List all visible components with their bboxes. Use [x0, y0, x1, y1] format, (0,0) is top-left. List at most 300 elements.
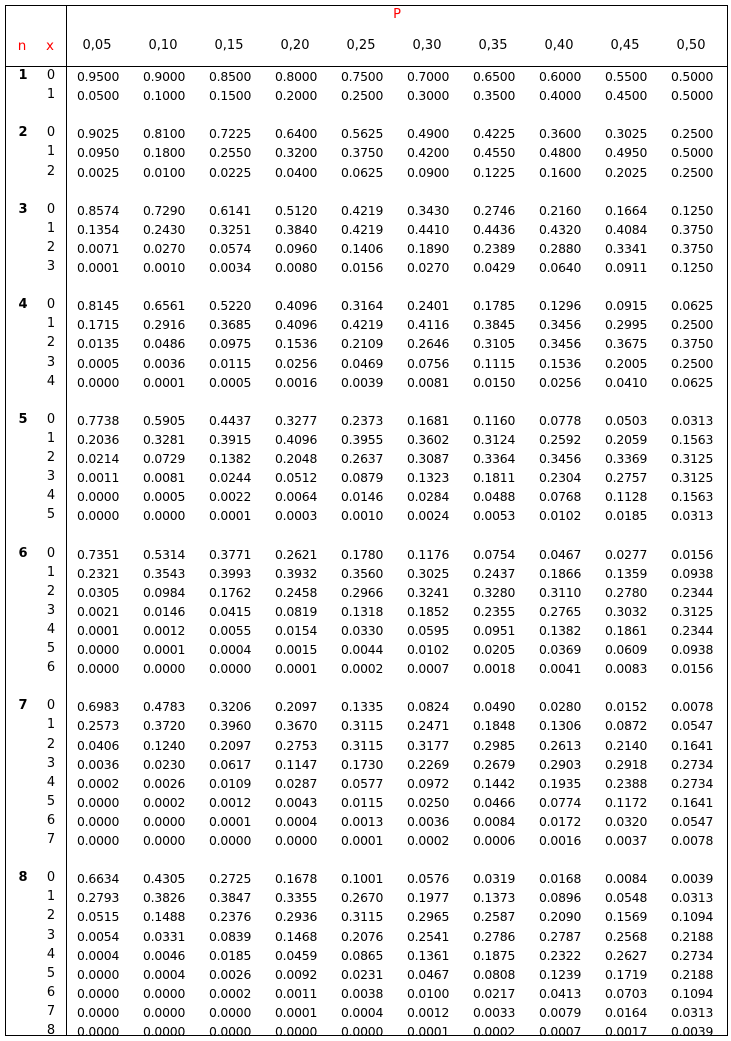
- probability-cell: 0.6634: [77, 871, 120, 887]
- probability-cell: 0.2903: [539, 756, 582, 772]
- probability-cell: 0.0002: [341, 661, 384, 677]
- probability-cell: 0.3125: [671, 603, 714, 619]
- probability-cell: 0.1250: [671, 260, 714, 275]
- x-value: 5: [46, 507, 56, 523]
- probability-cell: 0.1664: [605, 202, 648, 218]
- probability-cell: 0.3826: [143, 890, 186, 906]
- probability-cell: 0.1176: [407, 546, 450, 562]
- probability-cell: 0.2746: [473, 202, 516, 218]
- probability-cell: 0.0503: [605, 412, 648, 428]
- probability-cell: 0.3932: [275, 565, 318, 581]
- probability-cell: 0.3543: [143, 565, 186, 581]
- probability-cell: 0.0002: [77, 775, 120, 791]
- probability-cell: 0.0429: [473, 260, 516, 275]
- probability-cell: 0.1641: [671, 794, 714, 810]
- x-value: 4: [46, 488, 56, 504]
- probability-cell: 0.0013: [341, 813, 384, 829]
- probability-cell: 0.0595: [407, 622, 450, 638]
- probability-cell: 0.0102: [407, 642, 450, 657]
- probability-cell: 0.4320: [539, 221, 582, 237]
- probability-cell: 0.0548: [605, 890, 648, 906]
- probability-cell: 0.2097: [209, 737, 252, 753]
- probability-cell: 0.0000: [143, 985, 186, 1001]
- probability-cell: 0.2059: [605, 431, 648, 447]
- probability-cell: 0.0026: [209, 966, 252, 982]
- probability-cell: 0.5314: [143, 546, 186, 562]
- x-value: 0: [46, 411, 56, 427]
- probability-cell: 0.0078: [671, 833, 714, 848]
- probability-cell: 0.0016: [275, 374, 318, 390]
- probability-cell: 0.0036: [143, 355, 186, 371]
- probability-cell: 0.0043: [275, 794, 318, 810]
- probability-cell: 0.0911: [605, 260, 648, 275]
- probability-cell: 0.0400: [275, 164, 318, 180]
- probability-cell: 0.0574: [209, 240, 252, 256]
- probability-cell: 0.9025: [77, 126, 120, 142]
- probability-cell: 0.1780: [341, 546, 384, 562]
- probability-cell: 0.2458: [275, 584, 318, 600]
- probability-cell: 0.0000: [209, 1004, 252, 1020]
- probability-cell: 0.0000: [77, 508, 120, 524]
- probability-cell: 0.2995: [605, 317, 648, 333]
- probability-cell: 0.2140: [605, 737, 648, 753]
- probability-cell: 0.0000: [143, 1004, 186, 1020]
- probability-cell: 0.0156: [671, 661, 714, 677]
- probability-cell: 0.0467: [539, 546, 582, 562]
- x-value: 4: [46, 946, 56, 962]
- probability-cell: 0.0164: [605, 1004, 648, 1020]
- probability-cell: 0.0819: [275, 603, 318, 619]
- probability-cell: 0.0152: [605, 699, 648, 715]
- probability-cell: 0.0004: [275, 813, 318, 829]
- probability-cell: 0.0018: [473, 661, 516, 677]
- probability-cell: 0.0839: [209, 928, 252, 944]
- probability-cell: 0.0001: [209, 508, 252, 524]
- probability-cell: 0.7225: [209, 126, 252, 142]
- probability-cell: 0.4219: [341, 221, 384, 237]
- probability-cell: 0.0092: [275, 966, 318, 982]
- probability-cell: 0.0609: [605, 642, 648, 657]
- probability-cell: 0.0039: [671, 871, 714, 887]
- probability-cell: 0.0000: [275, 833, 318, 848]
- probability-cell: 0.2430: [143, 221, 186, 237]
- probability-cell: 0.3456: [539, 317, 582, 333]
- p-label: P: [393, 7, 401, 22]
- n-label: n: [17, 38, 27, 54]
- probability-cell: 0.0011: [275, 985, 318, 1001]
- probability-cell: 0.0000: [77, 1004, 120, 1020]
- probability-cell: 0.3456: [539, 451, 582, 466]
- probability-cell: 0.4550: [473, 145, 516, 161]
- x-value: 1: [46, 430, 56, 446]
- probability-cell: 0.0000: [77, 1024, 120, 1039]
- probability-cell: 0.0625: [671, 374, 714, 390]
- probability-cell: 0.1240: [143, 737, 186, 753]
- probability-cell: 0.0000: [77, 813, 120, 829]
- probability-cell: 0.0313: [671, 890, 714, 906]
- probability-cell: 0.2985: [473, 737, 516, 753]
- x-value: 5: [46, 793, 56, 809]
- x-label: x: [46, 38, 54, 54]
- probability-cell: 0.0865: [341, 947, 384, 963]
- probability-cell: 0.2966: [341, 584, 384, 600]
- probability-cell: 0.1323: [407, 470, 450, 486]
- probability-cell: 0.0071: [77, 240, 120, 256]
- probability-cell: 0.5000: [671, 145, 714, 161]
- probability-cell: 0.0410: [605, 374, 648, 390]
- probability-cell: 0.1225: [473, 164, 516, 180]
- probability-cell: 0.2076: [341, 928, 384, 944]
- probability-cell: 0.0054: [77, 928, 120, 944]
- probability-cell: 0.0000: [275, 1024, 318, 1039]
- probability-cell: 0.2373: [341, 412, 384, 428]
- probability-cell: 0.8500: [209, 69, 252, 84]
- x-value: 3: [46, 259, 56, 274]
- n-value: 5: [18, 411, 28, 427]
- probability-cell: 0.0000: [77, 966, 120, 982]
- probability-cell: 0.1382: [209, 451, 252, 466]
- probability-cell: 0.2786: [473, 928, 516, 944]
- probability-cell: 0.0001: [143, 374, 186, 390]
- probability-cell: 0.2592: [539, 431, 582, 447]
- probability-cell: 0.2637: [341, 451, 384, 466]
- probability-cell: 0.0774: [539, 794, 582, 810]
- probability-cell: 0.0287: [275, 775, 318, 791]
- probability-cell: 0.1094: [671, 909, 714, 925]
- probability-cell: 0.1442: [473, 775, 516, 791]
- probability-cell: 0.3200: [275, 145, 318, 161]
- probability-cell: 0.0002: [473, 1024, 516, 1039]
- probability-cell: 0.0330: [341, 622, 384, 638]
- probability-cell: 0.0000: [77, 489, 120, 505]
- probability-cell: 0.1001: [341, 871, 384, 887]
- probability-cell: 0.2304: [539, 470, 582, 486]
- probability-cell: 0.0951: [473, 622, 516, 638]
- probability-cell: 0.0250: [407, 794, 450, 810]
- probability-cell: 0.2000: [275, 88, 318, 104]
- probability-cell: 0.2500: [671, 317, 714, 333]
- probability-cell: 0.0079: [539, 1004, 582, 1020]
- probability-cell: 0.2500: [671, 355, 714, 371]
- probability-cell: 0.0044: [341, 642, 384, 657]
- probability-cell: 0.0007: [407, 661, 450, 677]
- probability-cell: 0.0046: [143, 947, 186, 963]
- probability-cell: 0.5625: [341, 126, 384, 142]
- x-column-divider: [66, 5, 67, 1036]
- n-value: 1: [18, 68, 28, 83]
- probability-cell: 0.2376: [209, 909, 252, 925]
- probability-cell: 0.4116: [407, 317, 450, 333]
- probability-cell: 0.0466: [473, 794, 516, 810]
- probability-cell: 0.0038: [341, 985, 384, 1001]
- x-value: 0: [46, 545, 56, 561]
- x-value: 1: [46, 220, 56, 236]
- probability-cell: 0.0156: [341, 260, 384, 275]
- probability-cell: 0.2753: [275, 737, 318, 753]
- probability-cell: 0.1681: [407, 412, 450, 428]
- x-value: 6: [46, 812, 56, 828]
- probability-cell: 0.3125: [671, 451, 714, 466]
- probability-cell: 0.0915: [605, 298, 648, 314]
- probability-cell: 0.0972: [407, 775, 450, 791]
- n-value: 3: [18, 201, 28, 217]
- x-value: 3: [46, 354, 56, 370]
- probability-cell: 0.0000: [209, 661, 252, 677]
- probability-cell: 0.3560: [341, 565, 384, 581]
- probability-cell: 0.8145: [77, 298, 120, 314]
- probability-cell: 0.0577: [341, 775, 384, 791]
- probability-cell: 0.0025: [77, 164, 120, 180]
- probability-cell: 0.3915: [209, 431, 252, 447]
- probability-cell: 0.2160: [539, 202, 582, 218]
- probability-cell: 0.1354: [77, 221, 120, 237]
- probability-cell: 0.0319: [473, 871, 516, 887]
- probability-cell: 0.3430: [407, 202, 450, 218]
- probability-cell: 0.2355: [473, 603, 516, 619]
- probability-cell: 0.3025: [407, 565, 450, 581]
- probability-cell: 0.0084: [473, 813, 516, 829]
- probability-cell: 0.0490: [473, 699, 516, 715]
- probability-cell: 0.2621: [275, 546, 318, 562]
- p-column-header: 0,20: [280, 38, 310, 53]
- probability-cell: 0.8100: [143, 126, 186, 142]
- probability-cell: 0.2734: [671, 947, 714, 963]
- probability-cell: 0.0500: [77, 88, 120, 104]
- probability-cell: 0.6000: [539, 69, 582, 84]
- probability-cell: 0.0984: [143, 584, 186, 600]
- x-value: 5: [46, 965, 56, 981]
- probability-cell: 0.1250: [671, 202, 714, 218]
- probability-cell: 0.0305: [77, 584, 120, 600]
- n-value: 2: [18, 125, 28, 141]
- probability-cell: 0.3955: [341, 431, 384, 447]
- probability-cell: 0.9500: [77, 69, 120, 84]
- probability-cell: 0.0280: [539, 699, 582, 715]
- probability-cell: 0.0012: [209, 794, 252, 810]
- probability-cell: 0.3125: [671, 470, 714, 486]
- probability-cell: 0.1406: [341, 240, 384, 256]
- x-value: 1: [46, 717, 56, 733]
- p-column-header: 0,45: [610, 38, 640, 53]
- probability-cell: 0.2613: [539, 737, 582, 753]
- probability-cell: 0.0001: [275, 1004, 318, 1020]
- probability-cell: 0.0415: [209, 603, 252, 619]
- probability-cell: 0.2916: [143, 317, 186, 333]
- probability-cell: 0.1361: [407, 947, 450, 963]
- probability-cell: 0.3600: [539, 126, 582, 142]
- probability-cell: 0.3000: [407, 88, 450, 104]
- x-value: 2: [46, 450, 56, 465]
- probability-cell: 0.1488: [143, 909, 186, 925]
- probability-cell: 0.0547: [671, 718, 714, 734]
- probability-cell: 0.0016: [539, 833, 582, 848]
- probability-cell: 0.7500: [341, 69, 384, 84]
- probability-cell: 0.2670: [341, 890, 384, 906]
- probability-cell: 0.6983: [77, 699, 120, 715]
- probability-cell: 0.2005: [605, 355, 648, 371]
- probability-cell: 0.0135: [77, 336, 120, 352]
- probability-cell: 0.0000: [77, 374, 120, 390]
- x-value: 3: [46, 755, 56, 771]
- probability-cell: 0.0012: [143, 622, 186, 638]
- probability-cell: 0.5000: [671, 69, 714, 84]
- probability-cell: 0.0270: [407, 260, 450, 275]
- probability-cell: 0.1094: [671, 985, 714, 1001]
- probability-cell: 0.0003: [275, 508, 318, 524]
- probability-cell: 0.4950: [605, 145, 648, 161]
- probability-cell: 0.1730: [341, 756, 384, 772]
- probability-cell: 0.3032: [605, 603, 648, 619]
- probability-cell: 0.2765: [539, 603, 582, 619]
- probability-cell: 0.0214: [77, 451, 120, 466]
- probability-cell: 0.0004: [143, 966, 186, 982]
- probability-cell: 0.0100: [143, 164, 186, 180]
- probability-cell: 0.4437: [209, 412, 252, 428]
- probability-cell: 0.2269: [407, 756, 450, 772]
- probability-cell: 0.6400: [275, 126, 318, 142]
- probability-cell: 0.1373: [473, 890, 516, 906]
- probability-cell: 0.8574: [77, 202, 120, 218]
- x-value: 0: [46, 125, 56, 141]
- probability-cell: 0.0005: [77, 355, 120, 371]
- probability-cell: 0.3960: [209, 718, 252, 734]
- probability-cell: 0.0000: [77, 661, 120, 677]
- probability-cell: 0.2025: [605, 164, 648, 180]
- probability-cell: 0.0005: [143, 489, 186, 505]
- x-value: 2: [46, 583, 56, 599]
- probability-cell: 0.0244: [209, 470, 252, 486]
- probability-cell: 0.2401: [407, 298, 450, 314]
- probability-cell: 0.0010: [341, 508, 384, 524]
- probability-cell: 0.0576: [407, 871, 450, 887]
- probability-cell: 0.0406: [77, 737, 120, 753]
- probability-cell: 0.3500: [473, 88, 516, 104]
- probability-cell: 0.2627: [605, 947, 648, 963]
- probability-cell: 0.1128: [605, 489, 648, 505]
- probability-cell: 0.3840: [275, 221, 318, 237]
- probability-cell: 0.0039: [341, 374, 384, 390]
- probability-cell: 0.0084: [605, 871, 648, 887]
- probability-cell: 0.9000: [143, 69, 186, 84]
- probability-cell: 0.2500: [341, 88, 384, 104]
- probability-cell: 0.4783: [143, 699, 186, 715]
- probability-cell: 0.0225: [209, 164, 252, 180]
- p-column-header: 0,25: [346, 38, 376, 53]
- x-value: 0: [46, 297, 56, 313]
- probability-cell: 0.1935: [539, 775, 582, 791]
- probability-cell: 0.0001: [275, 661, 318, 677]
- probability-cell: 0.0975: [209, 336, 252, 352]
- probability-cell: 0.1318: [341, 603, 384, 619]
- x-value: 5: [46, 641, 56, 656]
- probability-cell: 0.0938: [671, 642, 714, 657]
- probability-cell: 0.3105: [473, 336, 516, 352]
- probability-cell: 0.0488: [473, 489, 516, 505]
- probability-cell: 0.2437: [473, 565, 516, 581]
- probability-cell: 0.3341: [605, 240, 648, 256]
- x-value: 3: [46, 927, 56, 943]
- probability-cell: 0.2780: [605, 584, 648, 600]
- probability-cell: 0.1000: [143, 88, 186, 104]
- probability-cell: 0.0625: [341, 164, 384, 180]
- probability-cell: 0.4096: [275, 298, 318, 314]
- probability-cell: 0.0486: [143, 336, 186, 352]
- probability-cell: 0.1536: [539, 355, 582, 371]
- probability-cell: 0.2344: [671, 622, 714, 638]
- x-value: 1: [46, 144, 56, 160]
- probability-cell: 0.0729: [143, 451, 186, 466]
- probability-cell: 0.2036: [77, 431, 120, 447]
- probability-cell: 0.1762: [209, 584, 252, 600]
- probability-cell: 0.4200: [407, 145, 450, 161]
- probability-cell: 0.0217: [473, 985, 516, 1001]
- probability-cell: 0.3110: [539, 584, 582, 600]
- probability-cell: 0.0146: [341, 489, 384, 505]
- probability-cell: 0.0001: [77, 622, 120, 638]
- probability-cell: 0.2471: [407, 718, 450, 734]
- p-column-header: 0,10: [148, 38, 178, 53]
- x-value: 2: [46, 163, 56, 179]
- probability-cell: 0.1785: [473, 298, 516, 314]
- x-value: 2: [46, 736, 56, 752]
- probability-cell: 0.0778: [539, 412, 582, 428]
- probability-cell: 0.0041: [539, 661, 582, 677]
- probability-cell: 0.2679: [473, 756, 516, 772]
- probability-cell: 0.1890: [407, 240, 450, 256]
- probability-cell: 0.2344: [671, 584, 714, 600]
- probability-cell: 0.0313: [671, 508, 714, 524]
- probability-cell: 0.2568: [605, 928, 648, 944]
- probability-cell: 0.1172: [605, 794, 648, 810]
- probability-cell: 0.0172: [539, 813, 582, 829]
- n-column-divider: [36, 36, 37, 68]
- probability-cell: 0.0156: [671, 546, 714, 562]
- x-value: 4: [46, 373, 56, 389]
- probability-cell: 0.0055: [209, 622, 252, 638]
- probability-cell: 0.0000: [209, 1024, 252, 1039]
- probability-cell: 0.2573: [77, 718, 120, 734]
- probability-cell: 0.0896: [539, 890, 582, 906]
- p-column-header: 0,35: [478, 38, 508, 53]
- probability-cell: 0.7000: [407, 69, 450, 84]
- probability-cell: 0.0000: [209, 833, 252, 848]
- probability-cell: 0.2500: [671, 126, 714, 142]
- probability-cell: 0.5000: [671, 88, 714, 104]
- probability-cell: 0.2936: [275, 909, 318, 925]
- probability-cell: 0.1569: [605, 909, 648, 925]
- probability-cell: 0.1306: [539, 718, 582, 734]
- probability-cell: 0.0078: [671, 699, 714, 715]
- x-value: 7: [46, 1003, 56, 1019]
- probability-cell: 0.3369: [605, 451, 648, 466]
- probability-cell: 0.0000: [143, 508, 186, 524]
- probability-cell: 0.0000: [143, 1024, 186, 1039]
- probability-cell: 0.0205: [473, 642, 516, 657]
- probability-cell: 0.0015: [275, 642, 318, 657]
- probability-cell: 0.0002: [209, 985, 252, 1001]
- probability-cell: 0.7738: [77, 412, 120, 428]
- header-divider: [5, 66, 728, 67]
- probability-cell: 0.2965: [407, 909, 450, 925]
- probability-cell: 0.0768: [539, 489, 582, 505]
- probability-cell: 0.0547: [671, 813, 714, 829]
- probability-cell: 0.3750: [341, 145, 384, 161]
- probability-cell: 0.0036: [77, 756, 120, 772]
- x-value: 6: [46, 660, 56, 676]
- probability-cell: 0.4084: [605, 221, 648, 237]
- probability-cell: 0.4219: [341, 202, 384, 218]
- probability-cell: 0.4900: [407, 126, 450, 142]
